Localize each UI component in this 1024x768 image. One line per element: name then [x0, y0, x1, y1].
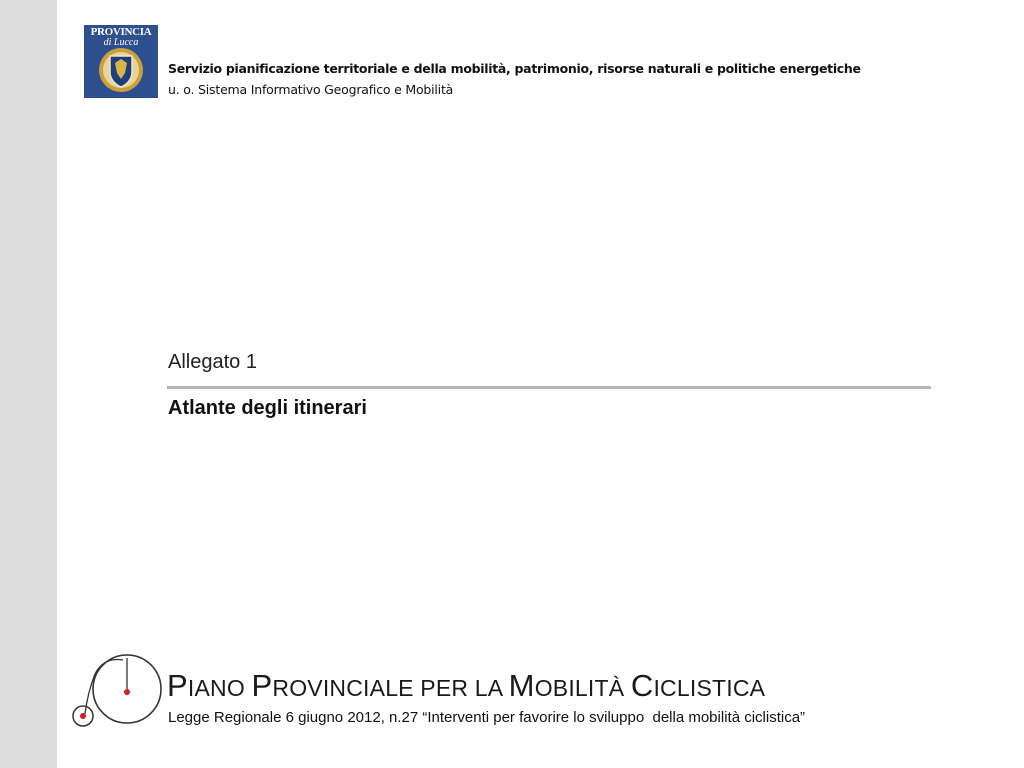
annex-title: Atlante degli itinerari [168, 397, 367, 419]
title-word-2: PROVINCIALE PER LA [251, 668, 509, 703]
department-unit: u. o. Sistema Informativo Geografico e Mobilità [168, 82, 454, 97]
logo-line1: PROVINCIA [90, 26, 152, 38]
divider-rule [167, 386, 931, 389]
plan-subtitle: Legge Regionale 6 giugno 2012, n.27 “Interventi per favorire lo sviluppo della mobilità ciclistica” [168, 709, 806, 726]
title-word-1: PIANO [167, 668, 252, 703]
plan-title [167, 670, 765, 701]
side-band [0, 0, 57, 768]
logo-line2: di Lucca [103, 37, 139, 48]
title-word-3: MOBILITÀ [508, 668, 631, 703]
department-title: Servizio pianificazione territoriale e della mobilità, patrimonio, risorse naturali e politiche energetiche [168, 61, 861, 76]
penny-farthing-bicycle-icon [71, 648, 167, 730]
title-word-4: CICLISTICA [630, 668, 766, 703]
annex-label: Allegato 1 [168, 351, 257, 373]
provincia-di-lucca-logo [84, 25, 158, 98]
